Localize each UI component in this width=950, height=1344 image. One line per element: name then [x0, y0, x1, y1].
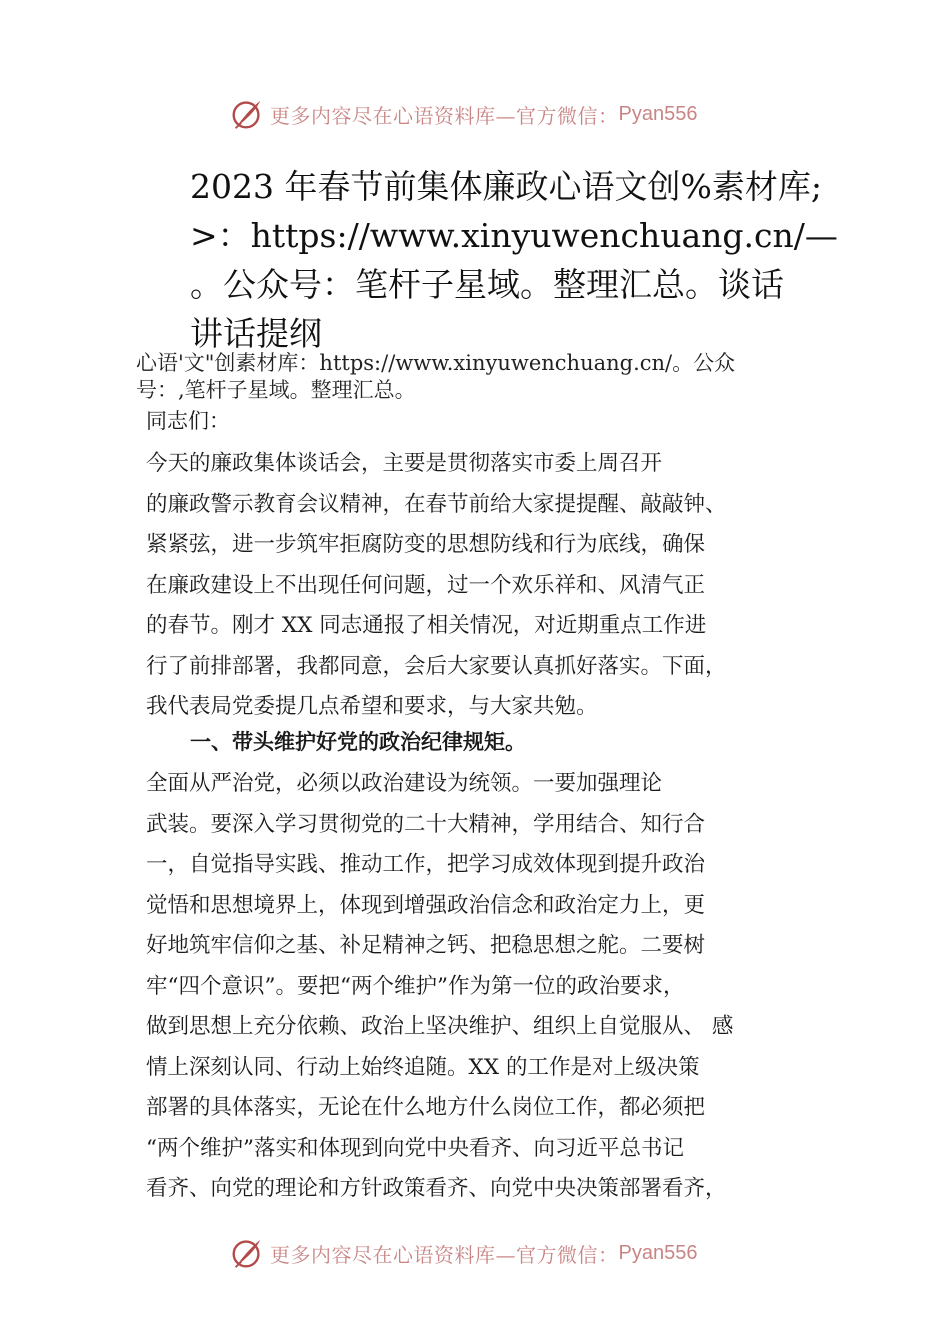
text-line: 看齐、向党的理论和方针政策看齐、向党中央决策部署看齐， [146, 1176, 727, 1201]
banner-text: 更多内容尽在心语资料库—官方微信： [270, 1242, 619, 1267]
quill-logo-icon [228, 95, 266, 133]
text-line: 行了前排部署，我都同意，会后大家要认真抓好落实。下面， [146, 653, 727, 679]
text-line: 在廉政建设上不出现任何问题，过一个欢乐祥和、风清气正 [146, 572, 706, 598]
source-line: 号：,笔杆子星域。整理汇总。 [136, 378, 416, 402]
banner-text: 更多内容尽在心语资料库—官方微信： [270, 103, 619, 128]
text-line: 好地筑牢信仰之基、补足精神之钙、把稳思想之舵。二要树 [146, 933, 706, 958]
text-line: 的廉政警示教育会议精神，在春节前给大家提提醒、敲敲钟、 [146, 491, 727, 517]
text-line: 做到思想上充分依赖、政治上坚决维护、组织上自觉服从、 感 [146, 1014, 734, 1039]
text-line: 我代表局党委提几点希望和要求，与大家共勉。 [146, 694, 598, 719]
paragraph-section-one [146, 764, 826, 1210]
source-note [136, 350, 836, 404]
source-line: 心语'文"创素材库：https://www.xinyuwenchuang.cn/。公众 [136, 351, 736, 375]
paragraph-intro [146, 444, 826, 728]
text-line: 部署的具体落实，无论在什么地方什么岗位工作，都必须把 [146, 1095, 706, 1120]
text-line: 一，自觉指导实践、推动工作，把学习成效体现到提升政治 [146, 852, 706, 877]
title-line: 2023 年春节前集体廉政心语文创%素材库; [190, 167, 822, 206]
section-heading: 一、带头维护好党的政治纪律规矩。 [190, 730, 526, 754]
text-line: 紧紧弦，进一步筑牢拒腐防变的思想防线和行为底线，确保 [146, 532, 706, 557]
text-line: 觉悟和思想境界上，体现到增强政治信念和政治定力上，更 [146, 892, 706, 918]
banner-contact: Pyan556 [618, 1241, 698, 1264]
text-line: “两个维护”落实和体现到向党中央看齐、向习近平总书记 [146, 1135, 684, 1161]
text-line: 牢“四个意识”。要把“两个维护”作为第一位的政治要求， [146, 973, 685, 999]
text-line: 今天的廉政集体谈话会，主要是贯彻落实市委上周召开 [146, 451, 663, 476]
banner-contact: Pyan556 [618, 102, 698, 125]
document-title [190, 162, 840, 358]
text-line: 武装。要深入学习贯彻党的二十大精神，学用结合、知行合 [146, 811, 706, 837]
text-line: 的春节。刚才 XX 同志通报了相关情况，对近期重点工作进 [146, 613, 707, 638]
text-line: 情上深刻认同、行动上始终追随。XX 的工作是对上级决策 [146, 1054, 700, 1080]
header-banner [228, 94, 728, 134]
quill-logo-icon [228, 1234, 266, 1272]
title-line: 。公众号：笔杆子星域。整理汇总。谈话 [190, 265, 784, 304]
greeting: 同志们： [146, 409, 230, 433]
text-line: 全面从严治党，必须以政治建设为统领。一要加强理论 [146, 771, 663, 796]
footer-banner [228, 1233, 728, 1273]
title-line: >：https://www.xinyuwenchuang.cn/— [190, 216, 838, 255]
title-line: 讲话提纲 [190, 314, 322, 353]
